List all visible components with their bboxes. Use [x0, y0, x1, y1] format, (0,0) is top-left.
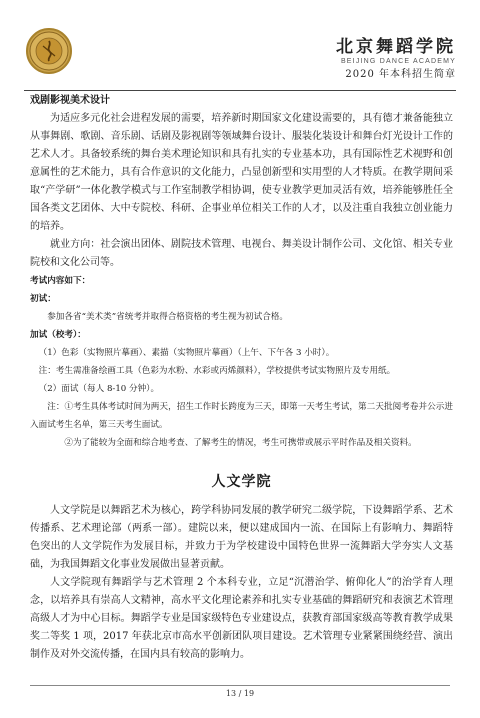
humanities-majors: 人文学院现有舞蹈学与艺术管理 2 个本科专业，立足“沉潜治学、俯仰化人”的治学育人理念，以培养具有崇高人文精神，高水平文化理论素养和扎实专业基础的舞蹈研究和表演艺术管理高级人才为中心目标。舞蹈学专业是国家级特色专业建设点，获教育部国家级高等教育教学成果奖二等奖 1 项，2017 年获北京市高水平创新团队项目建设。艺术管理专业紧紧围绕经营、演出制作及对外交流传播，在国内具有较高的影响力。	[30, 577, 453, 660]
retest-note-3: ②为了能较为全面和综合地考查、了解考生的情况，考生可携带或展示平时作品及相关资料。	[64, 438, 417, 448]
career-directions: 就业方向：社会演出团体、剧院技术管理、电视台、舞美设计制作公司、文化馆、相关专业院校和文化公司等。	[30, 239, 453, 268]
footer-divider	[30, 685, 450, 686]
page-header	[0, 0, 480, 92]
retest-heading: 加试（校考）：	[30, 330, 86, 340]
seal-graphic	[28, 30, 70, 72]
major-description: 为适应多元化社会进程发展的需要，培养新时期国家文化建设需要的，具有德才兼备能独立从事舞剧、歌剧、音乐剧、话剧及影视剧等领域舞台设计、服装化装设计和舞台灯光设计工作的艺术人才。具备较系统的舞台美术理论知识和具有扎实的专业基本功，具有国际性艺术视野和创意属性的艺术能力，具有合作意识的文化能力，凸显创新型和实用型的人才特质。在教学期间采取“产学研”一体化教学模式与工作室制教学相协调，使专业教学更加灵活有效，培养能够胜任全国各类文艺团体、大中专院校、科研、企事业单位相关工作的人才，以及注重自我独立创业能力的培养。	[30, 113, 453, 232]
section-title-humanities: 人文学院	[211, 474, 272, 490]
university-seal-icon	[26, 28, 72, 74]
brand-block	[286, 38, 456, 81]
retest-item-2: （2）面试（每人 8-10 分钟）。	[38, 384, 160, 394]
brochure-subtitle: 2020 年本科招生简章	[345, 69, 456, 80]
retest-note-2: 注：①考生具体考试时间为两天，招生工作时长跨度为三天，即第一天考生考试，第二天批阅考卷并公示进入面试考生名单，第三天考生面试。	[30, 402, 453, 430]
major-heading: 戏剧影视美术设计	[30, 95, 110, 106]
header-divider	[24, 90, 456, 91]
humanities-intro: 人文学院是以舞蹈艺术为核心，跨学科协同发展的教学研究二级学院，下设舞蹈学系、艺术传播系、艺术理论部（两系一部）。建院以来，便以建成国内一流、在国际上有影响力、舞蹈特色突出的人文学院作为发展目标，并致力于为学校建设中国特色世界一流舞蹈大学夯实人文基础，为我国舞蹈文化事业发展做出显著贡献。	[30, 505, 453, 570]
retest-item-1: （1）色彩（实物照片摹画）、素描（实物照片摹画）（上午、下午各 3 小时）。	[38, 348, 335, 358]
retest-note-1: 注：考生需准备绘画工具（色彩为水粉、水彩或丙烯颜料），学校提供考试实物照片及专用纸。	[38, 366, 396, 376]
prelim-heading: 初试：	[30, 294, 56, 304]
page-content	[30, 92, 453, 664]
brand-name-en: BEIJING DANCE ACADEMY	[340, 58, 456, 65]
exam-content-heading: 考试内容如下：	[30, 276, 91, 286]
page-number: 13 / 19	[225, 689, 255, 698]
prelim-text: 参加各省“美术类”省统考并取得合格资格的考生视为初试合格。	[47, 312, 289, 322]
brand-name-cn: 北京舞蹈学院	[336, 37, 456, 57]
